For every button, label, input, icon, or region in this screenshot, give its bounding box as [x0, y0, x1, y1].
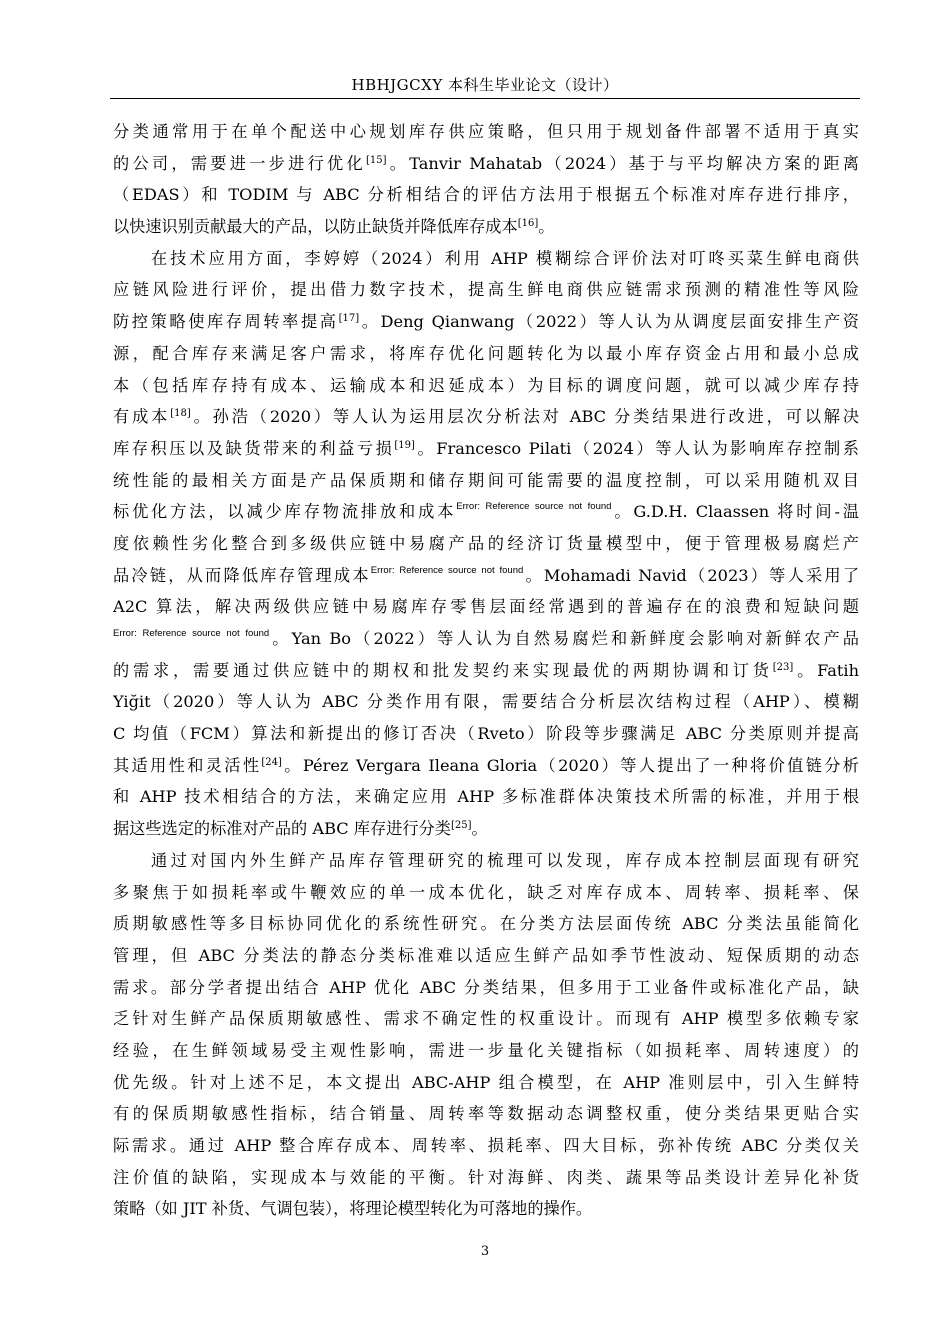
text-run: 优先级。针对上述不足，本文提出 ABC-AHP 组合模型，在 AHP 准则层中，引入生鲜特: [113, 1072, 859, 1092]
text-run: 品冷链，从而降低库存管理成本: [113, 565, 371, 585]
text-run: 和 AHP 技术相结合的方法，来确定应用 AHP 多标准群体决策技术所需的标准，并用于根: [113, 787, 859, 807]
text-line: [113, 1130, 859, 1162]
text-run: 其适用性和灵活性: [113, 755, 262, 775]
text-line: [113, 496, 859, 528]
text-line: [113, 306, 859, 338]
text-line: [113, 718, 859, 750]
text-line: [113, 972, 859, 1004]
text-line: [113, 465, 859, 497]
text-line: [113, 1162, 859, 1194]
text-line: [113, 116, 859, 148]
text-run: 乏针对生鲜产品保质期敏感性、需求不确定性的权重设计。而现有 AHP 模型多依赖专家: [113, 1009, 859, 1029]
text-line: [113, 1098, 859, 1130]
text-run: 的公司，需要进一步进行优化: [113, 153, 366, 173]
text-line: [113, 908, 859, 940]
text-run: 有成本: [113, 407, 171, 427]
text-line: [113, 655, 859, 687]
text-line: [113, 560, 859, 592]
citation-ref: [23]: [772, 661, 794, 673]
text-line: [113, 1193, 859, 1225]
text-line: [113, 1067, 859, 1099]
text-run: 库存积压以及缺货带来的利益亏损: [113, 438, 395, 458]
text-run: 。Yan Bo（2022）等人认为自然易腐烂和新鲜度会影响对新鲜农产品: [269, 629, 859, 648]
text-line: [113, 845, 859, 877]
text-run: 本（包括库存持有成本、运输成本和迟延成本）为目标的调度问题，就可以减少库存持: [113, 375, 859, 395]
text-line: [113, 433, 859, 465]
text-line: [113, 148, 859, 180]
reference-error-note: Error: Reference source not found: [370, 564, 524, 576]
text-line: [113, 1003, 859, 1035]
text-run: A2C 算法，解决两级供应链中易腐库存零售层面经常遇到的普遍存在的浪费和短缺问题: [113, 597, 859, 617]
text-line: [113, 243, 859, 275]
text-run: 际需求。通过 AHP 整合库存成本、周转率、损耗率、四大目标，弥补传统 ABC 分类仅关: [113, 1136, 859, 1155]
text-run: C 均值（FCM）算法和新提出的修订否决（Rveto）阶段等步骤满足 ABC 分类原则并提高: [113, 724, 859, 744]
body-text: [113, 116, 859, 1225]
text-run: 。Pérez Vergara Ileana Gloria（2020）等人提出了一种将价值链分析: [281, 755, 859, 775]
text-run: 。Fatih: [793, 660, 859, 680]
text-line: [113, 401, 859, 433]
text-line: [113, 338, 859, 370]
reference-error-note: Error: Reference source not found: [113, 628, 270, 639]
text-line: [113, 686, 859, 718]
text-run: 据这些选定的标准对产品的 ABC 库存进行分类: [113, 819, 451, 839]
text-line: [113, 813, 859, 845]
text-run: 。Tanvir Mahatab（2024）基于与平均解决方案的距离: [386, 153, 859, 173]
citation-ref: [18]: [170, 408, 191, 420]
text-run: 质期敏感性等多目标协同优化的系统性研究。在分类方法层面传统 ABC 分类法虽能简化: [113, 914, 859, 934]
text-run: 统性能的最相关方面是产品保质期和储存期间可能需要的温度控制，可以采用随机双目: [113, 470, 859, 490]
citation-ref: [24]: [261, 756, 282, 768]
text-run: 。Mohamadi Navid（2023）等人采用了: [523, 565, 859, 585]
text-run: （EDAS）和 TODIM 与 ABC 分析相结合的评估方法用于根据五个标准对库存进行排序，: [113, 185, 859, 205]
text-line: [113, 591, 859, 623]
text-run: 。孙浩（2020）等人认为运用层次分析法对 ABC 分类结果进行改进，可以解决: [190, 407, 859, 427]
header-divider: [110, 98, 860, 99]
text-run: 应链风险进行评价，提出借力数字技术，提高生鲜电商供应链需求预测的精准性等风险: [113, 280, 859, 300]
text-run: 。: [538, 217, 555, 237]
text-run: 分类通常用于在单个配送中心规划库存供应策略，但只用于规划备件部署不适用于真实: [113, 122, 859, 141]
citation-ref: [16]: [517, 218, 539, 230]
page-number: 3: [480, 1244, 490, 1259]
text-run: 。: [471, 819, 488, 839]
text-run: 防控策略使库存周转率提高: [113, 312, 339, 332]
text-run: 度依赖性劣化整合到多级供应链中易腐产品的经济订货量模型中，便于管理极易腐烂产: [113, 533, 859, 553]
text-line: [113, 781, 859, 813]
text-line: [113, 370, 859, 402]
citation-ref: [19]: [394, 439, 415, 451]
text-line: [113, 877, 859, 909]
text-run: 在技术应用方面，李婷婷（2024）利用 AHP 模糊综合评价法对叮咚买菜生鲜电商供: [151, 248, 859, 268]
text-line: [113, 750, 859, 782]
text-run: 。Francesco Pilati（2024）等人认为影响库存控制系: [414, 438, 859, 458]
reference-error-note: Error: Reference source not found: [456, 501, 612, 513]
text-run: 有的保质期敏感性指标，结合销量、周转率等数据动态调整权重，使分类结果更贴合实: [113, 1104, 859, 1124]
text-run: 标优化方法，以减少库存物流排放和成本: [113, 502, 457, 522]
page-header-title: HBHJGCXY 本科生毕业论文（设计）: [351, 76, 619, 94]
text-run: 通过对国内外生鲜产品库存管理研究的梳理可以发现，库存成本控制层面现有研究: [151, 850, 859, 870]
text-run: 以快速识别贡献最大的产品，以防止缺货并降低库存成本: [113, 217, 518, 237]
text-run: 需求。部分学者提出结合 AHP 优化 ABC 分类结果，但多用于工业备件或标准化产品，缺: [113, 977, 859, 997]
text-run: 经验，在生鲜领域易受主观性影响，需进一步量化关键指标（如损耗率、周转速度）的: [113, 1040, 859, 1060]
text-run: 注价值的缺陷，实现成本与效能的平衡。针对海鲜、肉类、蔬果等品类设计差异化补货: [113, 1167, 859, 1187]
text-run: 的需求，需要通过供应链中的期权和批发契约来实现最优的两期协调和订货: [113, 660, 773, 680]
text-line: [113, 623, 859, 655]
citation-ref: [25]: [450, 820, 472, 832]
text-run: Yiğit（2020）等人认为 ABC 分类作用有限，需要结合分析层次结构过程（AHP）、模糊: [113, 692, 859, 712]
citation-ref: [15]: [365, 154, 387, 166]
text-run: 策略（如 JIT 补货、气调包装），将理论模型转化为可落地的操作。: [113, 1199, 593, 1219]
text-run: 源，配合库存来满足客户需求，将库存优化问题转化为以最小库存资金占用和最小总成: [113, 343, 859, 363]
text-line: [113, 274, 859, 306]
text-line: [113, 528, 859, 560]
text-line: [113, 940, 859, 972]
text-run: 管理，但 ABC 分类法的静态分类标准难以适应生鲜产品如季节性波动、短保质期的动态: [113, 945, 859, 965]
text-run: 多聚焦于如损耗率或牛鞭效应的单一成本优化，缺乏对库存成本、周转率、损耗率、保: [113, 882, 859, 902]
text-line: [113, 211, 859, 243]
text-run: 。Deng Qianwang（2022）等人认为从调度层面安排生产资: [359, 312, 859, 332]
text-line: [113, 1035, 859, 1067]
text-line: [113, 179, 859, 211]
citation-ref: [17]: [338, 313, 360, 325]
text-run: 。G.D.H. Claassen 将时间-温: [611, 502, 859, 522]
